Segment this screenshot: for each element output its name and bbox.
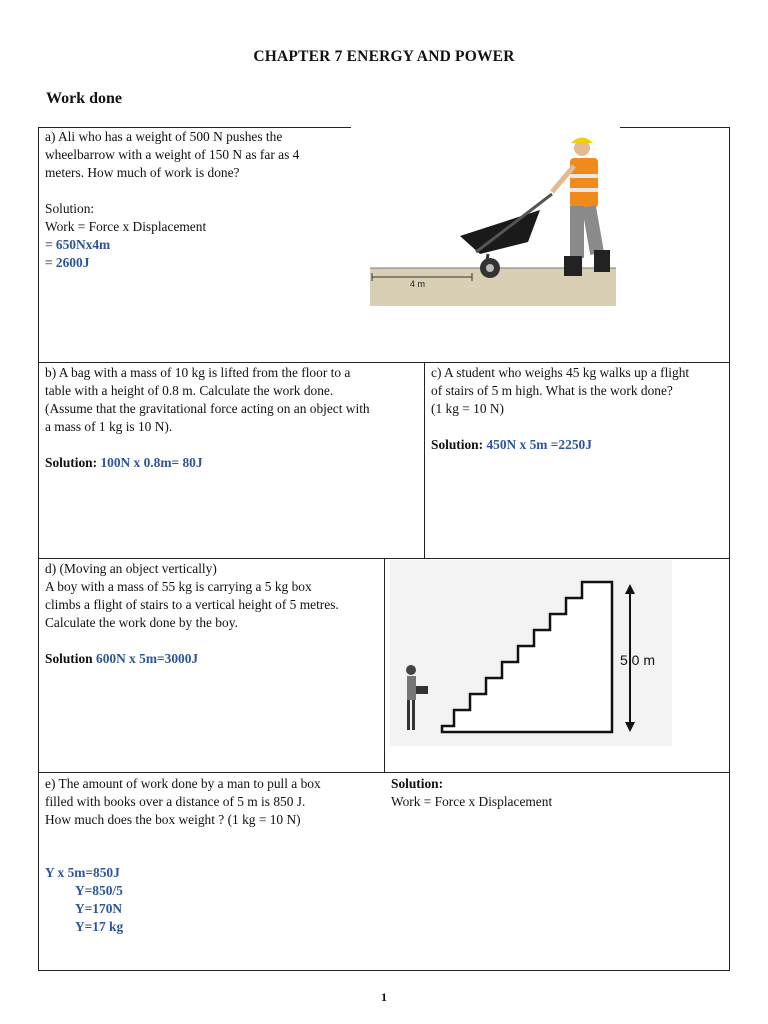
solution-label: Solution: xyxy=(45,201,95,216)
staircase-illustration xyxy=(390,560,672,746)
table-right-border xyxy=(729,127,730,971)
answer-e-line: Y=850/5 xyxy=(75,883,123,898)
question-b xyxy=(45,364,370,472)
table-top-right-border xyxy=(620,127,730,128)
wheelbarrow-worker-illustration xyxy=(368,130,618,308)
question-e-line: filled with books over a distance of 5 m is 850 J. xyxy=(45,794,306,809)
question-c-line: (1 kg = 10 N) xyxy=(431,401,505,416)
question-d-line: climbs a flight of stairs to a vertical height of 5 metres. xyxy=(45,597,339,612)
question-b-line: table with a height of 0.8 m. Calculate the work done. xyxy=(45,383,334,398)
answer-step-2: = 2600J xyxy=(45,255,90,270)
question-e xyxy=(45,775,321,829)
question-c-line: c) A student who weighs 45 kg walks up a flight xyxy=(431,365,690,380)
page-number: 1 xyxy=(381,990,387,1004)
solution-e xyxy=(391,775,552,811)
question-a xyxy=(45,128,299,272)
table-bottom-border xyxy=(38,970,730,971)
distance-label: 4 m xyxy=(410,279,426,289)
formula: Work = Force x Displacement xyxy=(391,794,553,809)
col-divider-bc xyxy=(424,362,425,558)
answer-step-1: = 650Nx4m xyxy=(45,237,111,252)
answer-c: Solution: 450N x 5m =2250J xyxy=(431,437,592,452)
question-e-line: How much does the box weight ? (1 kg = 10 N) xyxy=(45,812,301,827)
formula: Work = Force x Displacement xyxy=(45,219,207,234)
question-d-line: d) (Moving an object vertically) xyxy=(45,561,217,576)
question-a-line: wheelbarrow with a weight of 150 N as far as 4 xyxy=(45,147,300,162)
question-d xyxy=(45,560,339,668)
table-left-border xyxy=(38,127,39,971)
question-e-line: e) The amount of work done by a man to pull a box xyxy=(45,776,321,791)
col-divider-d xyxy=(384,558,385,772)
question-a-line: a) Ali who has a weight of 500 N pushes the xyxy=(45,129,283,144)
question-c xyxy=(431,364,689,454)
answer-d: Solution 600N x 5m=3000J xyxy=(45,651,199,666)
question-d-line: A boy with a mass of 55 kg is carrying a 5 kg box xyxy=(45,579,312,594)
question-c-line: of stairs of 5 m high. What is the work done? xyxy=(431,383,673,398)
answer-e-line: Y=170N xyxy=(75,901,123,916)
page-title: CHAPTER 7 ENERGY AND POWER xyxy=(253,48,515,65)
question-b-line: a mass of 1 kg is 10 N). xyxy=(45,419,173,434)
section-heading: Work done xyxy=(46,90,123,107)
height-label: 5.0 m xyxy=(620,652,656,668)
answer-e-line: Y=17 kg xyxy=(75,919,124,934)
row-divider-1 xyxy=(38,362,730,363)
answer-e xyxy=(45,864,123,936)
row-divider-3 xyxy=(38,772,730,773)
answer-b: Solution: 100N x 0.8m= 80J xyxy=(45,455,203,470)
question-a-line: meters. How much of work is done? xyxy=(45,165,240,180)
answer-e-line: Y x 5m=850J xyxy=(45,865,120,880)
question-b-line: b) A bag with a mass of 10 kg is lifted from the floor to a xyxy=(45,365,351,380)
question-b-line: (Assume that the gravitational force acting on an object with xyxy=(45,401,370,416)
question-d-line: Calculate the work done by the boy. xyxy=(45,615,238,630)
solution-label: Solution: xyxy=(391,776,444,791)
